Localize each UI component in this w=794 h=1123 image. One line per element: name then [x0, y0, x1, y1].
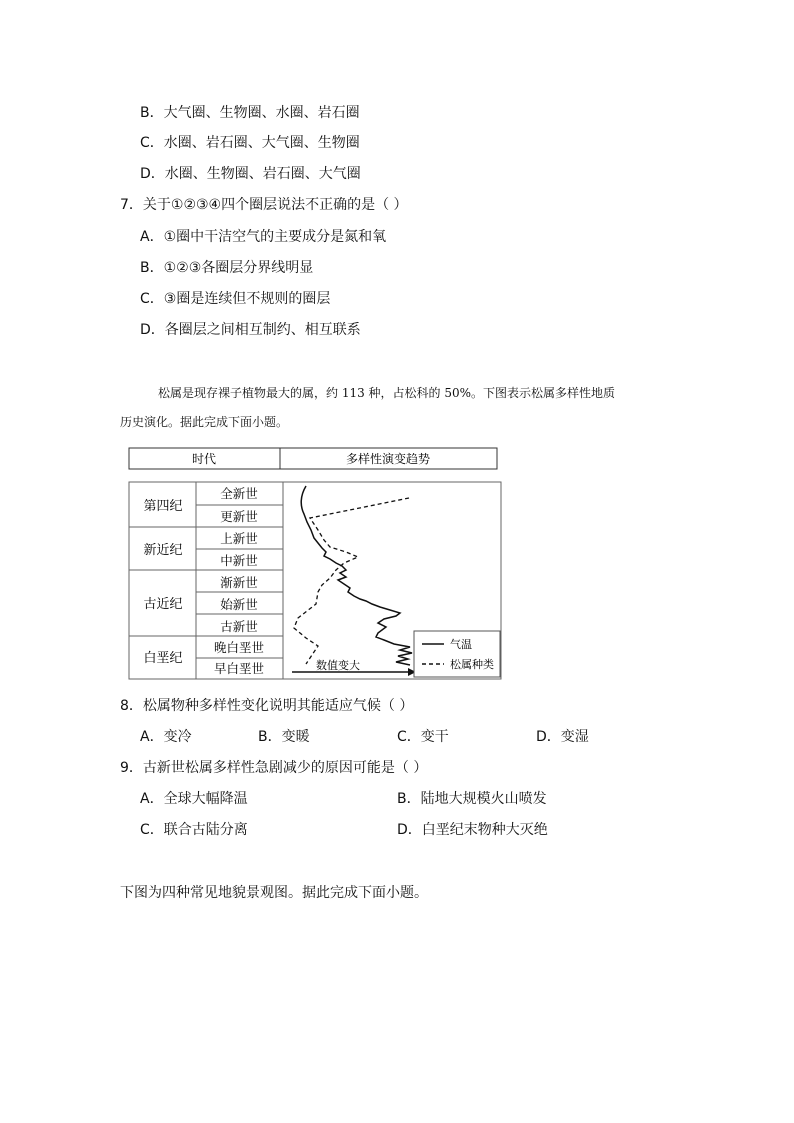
q7-option-a: A．①圈中干洁空气的主要成分是氮和氧 [140, 229, 387, 245]
header-era: 时代 [191, 452, 217, 466]
period-neogene: 新近纪 [143, 543, 183, 558]
q7-option-b: B．①②③各圈层分界线明显 [140, 260, 314, 276]
epoch-holocene: 全新世 [220, 486, 258, 501]
q9-option-b: B．陆地大规模火山喷发 [397, 791, 547, 807]
header-trend: 多样性演变趋势 [345, 452, 431, 466]
epoch-early-cretaceous: 早白垩世 [213, 661, 265, 676]
q9-option-d: D．白垩纪末物种大灭绝 [397, 822, 548, 838]
axis-label: 数值变大 [316, 659, 360, 672]
q8-option-b: B．变暖 [258, 729, 310, 745]
temperature-curve [301, 486, 412, 665]
epoch-pleistocene: 更新世 [220, 509, 258, 524]
epoch-paleocene: 古新世 [220, 619, 258, 634]
q9-option-c: C．联合古陆分离 [140, 822, 248, 838]
period-paleogene: 古近纪 [143, 597, 183, 612]
q7-stem: 7．关于①②③④四个圈层说法不正确的是（ ） [120, 197, 408, 213]
passage-line-1: 松属是现存裸子植物最大的属，约 113 种，占松科的 50%。下图表示松属多样性地质 [158, 386, 616, 400]
q7-option-c: C．③圈是连续但不规则的圈层 [140, 291, 331, 307]
epoch-oligocene: 渐新世 [220, 575, 258, 590]
legend-pine-species: 松属种类 [450, 658, 494, 671]
q7-option-d: D．各圈层之间相互制约、相互联系 [140, 322, 361, 338]
epoch-pliocene: 上新世 [220, 531, 258, 546]
passage-line-2: 历史演化。据此完成下面小题。 [120, 415, 289, 429]
closing-instruction: 下图为四种常见地貌景观图。据此完成下面小题。 [120, 885, 428, 901]
q6-option-d: D．水圈、生物圈、岩石圈、大气圈 [140, 166, 361, 182]
legend-temperature: 气温 [450, 638, 472, 651]
figure-header-box [129, 448, 497, 469]
q6-option-c: C．水圈、岩石圈、大气圈、生物圈 [140, 135, 360, 151]
q9-stem: 9．古新世松属多样性急剧减少的原因可能是（ ） [120, 760, 428, 776]
pine-species-curve [294, 498, 409, 664]
epoch-miocene: 中新世 [220, 553, 258, 568]
period-quaternary: 第四纪 [143, 499, 183, 514]
q8-option-a: A．变冷 [140, 729, 192, 745]
q8-option-c: C．变干 [397, 729, 449, 745]
q9-option-a: A．全球大幅降温 [140, 791, 248, 807]
q6-option-b: B．大气圈、生物圈、水圈、岩石圈 [140, 105, 360, 121]
q8-option-d: D．变湿 [536, 729, 589, 745]
epoch-eocene: 始新世 [220, 597, 258, 612]
period-cretaceous: 白垩纪 [143, 651, 183, 666]
q8-stem: 8．松属物种多样性变化说明其能适应气候（ ） [120, 698, 414, 714]
epoch-late-cretaceous: 晚白垩世 [213, 640, 265, 655]
